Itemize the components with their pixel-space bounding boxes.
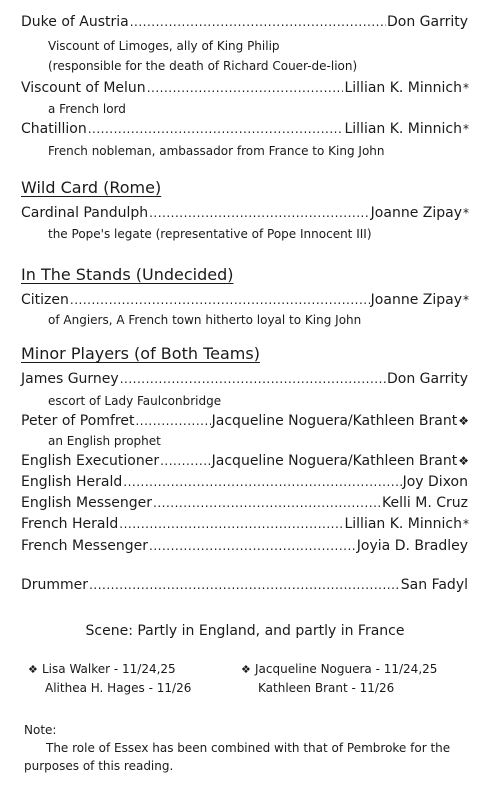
dot-leader [130,13,386,31]
role-name: Citizen [21,292,69,308]
cast-row-viscount-of-melun [21,79,469,97]
dot-leader [89,576,400,594]
dot-leader [120,370,386,388]
role-name: Peter of Pomfret [21,413,135,429]
actor-name: Joanne Zipay* [370,205,469,221]
role-name: Viscount of Melun [21,80,146,96]
dot-leader [88,120,344,138]
role-name: Chatillion [21,121,87,137]
role-description: (responsible for the death of Richard Couer-de-lion) [48,59,358,73]
role-description: French nobleman, ambassador from France to King John [48,144,385,158]
role-description: a French lord [48,102,126,116]
diamond-bullet-icon: ❖ [28,663,38,676]
role-name: English Executioner [21,453,160,469]
actor-name: Jacqueline Noguera/Kathleen Brant❖ [211,413,469,429]
cast-row-french-messenger [21,537,469,555]
note-label: Note: [24,723,57,737]
role-description: an English prophet [48,434,161,448]
dot-leader [135,412,210,430]
schedule-left-column [28,660,191,697]
cast-row-james-gurney [21,370,469,388]
cast-row-duke-of-austria [21,13,469,31]
actor-name: Joanne Zipay* [370,292,469,308]
role-name: French Herald [21,516,119,532]
actor-name: Don Garrity [386,371,468,387]
cast-row-citizen [21,291,469,309]
dot-leader [153,494,381,512]
section-heading-minor-players: Minor Players (of Both Teams) [21,344,260,363]
dot-leader [147,79,344,97]
actor-name: Lillian K. Minnich* [344,80,469,96]
dot-leader [119,515,343,533]
cast-row-chatillion [21,120,469,138]
cast-row-french-herald [21,515,469,533]
role-name: James Gurney [21,371,119,387]
role-name: Cardinal Pandulph [21,205,149,221]
cast-row-english-herald [21,473,469,491]
diamond-bullet-icon: ❖ [241,663,251,676]
dot-leader [70,291,370,309]
cast-row-drummer [21,576,469,594]
actor-name: Lillian K. Minnich* [344,121,469,137]
actor-name: Jacqueline Noguera/Kathleen Brant❖ [211,453,469,469]
role-description: of Angiers, A French town hitherto loyal to King John [48,313,362,327]
actor-name: San Fadyl [400,577,468,593]
dot-leader [149,204,370,222]
role-name: English Messenger [21,495,153,511]
note-text: The role of Essex has been combined with that of Pembroke for the purposes of this reading. [24,741,451,773]
role-name: Duke of Austria [21,14,129,30]
role-description: escort of Lady Faulconbridge [48,394,222,408]
schedule-entry: Kathleen Brant - 11/26 [258,681,395,695]
section-heading-wild-card: Wild Card (Rome) [21,178,162,197]
actor-name: Lillian K. Minnich* [344,516,469,532]
actor-name: Joyia D. Bradley [356,538,468,554]
role-description: Viscount of Limoges, ally of King Philip [48,39,280,53]
schedule-entry: ❖ Lisa Walker - 11/24,25 [28,660,191,679]
role-name: French Messenger [21,538,149,554]
cast-row-cardinal-pandulph [21,204,469,222]
cast-row-english-messenger [21,494,469,512]
section-heading-in-the-stands: In The Stands (Undecided) [21,265,234,284]
cast-row-english-executioner [21,452,469,470]
schedule-entry: ❖ Jacqueline Noguera - 11/24,25 [241,660,437,679]
dot-leader [123,473,401,491]
role-name: Drummer [21,577,89,593]
schedule-entry: Alithea H. Hages - 11/26 [45,681,192,695]
dot-leader [149,537,356,555]
role-description: the Pope's legate (representative of Pope Innocent III) [48,227,372,241]
scene-line: Scene: Partly in England, and partly in France [85,623,405,639]
actor-name: Don Garrity [386,14,468,30]
schedule-right-column [241,660,437,697]
dot-leader [160,452,211,470]
cast-row-peter-of-pomfret [21,412,469,430]
actor-name: Joy Dixon [402,474,468,490]
actor-name: Kelli M. Cruz [382,495,468,511]
role-name: English Herald [21,474,123,490]
